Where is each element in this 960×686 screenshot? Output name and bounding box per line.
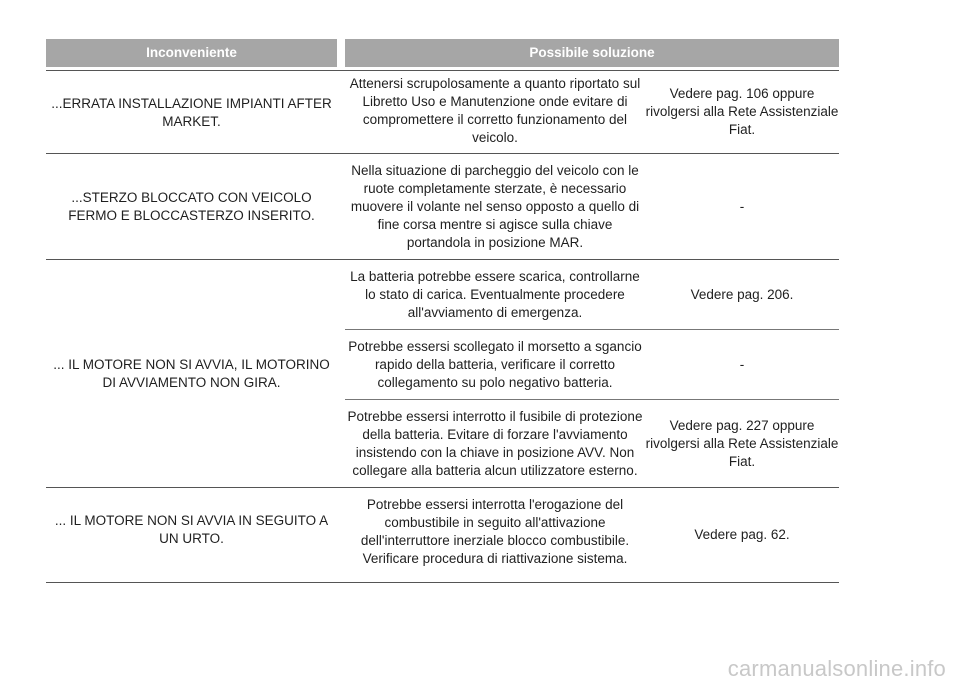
fix-text: Vedere pag. 62. [694, 527, 790, 542]
fix-text: - [739, 356, 745, 372]
fix-text: Vedere pag. 206. [690, 286, 794, 302]
solution-entry [345, 488, 839, 582]
cause-text: Potrebbe essersi interrotto il fusibile di protezione della batteria. Evitare di forzare l'avviamento insistendo con la chiave in posizione AVV. Non collegare alla batteria alcun utilizzatore esterno. [347, 409, 643, 478]
table-row [46, 260, 839, 488]
table-header [46, 39, 839, 67]
header-solution: Possibile soluzione [345, 39, 839, 67]
cause-text: Potrebbe essersi scollegato il morsetto a sgancio rapido della batteria, verificare il corretto collegamento su polo negativo batteria. [348, 339, 642, 390]
problem-text: ... IL MOTORE NON SI AVVIA IN SEGUITO A UN URTO. [54, 513, 329, 546]
fix-text: - [739, 198, 745, 214]
problem-text: ...ERRATA INSTALLAZIONE IMPIANTI AFTER MARKET. [51, 96, 332, 129]
troubleshooting-table [46, 39, 839, 583]
watermark: carmanualsonline.info [727, 656, 946, 681]
table-row [46, 154, 839, 260]
cause-text: La batteria potrebbe essere scarica, controllarne lo stato di carica. Eventualmente procedere all'avviamento di emergenza. [350, 269, 640, 320]
cause-text: Nella situazione di parcheggio del veicolo con le ruote completamente sterzate, è necessario muovere il volante nel senso opposto a quello di fine corsa mentre si agisce sulla chiave portandola in posizione MAR. [350, 163, 640, 250]
table-row [46, 70, 839, 154]
solution-entry [345, 399, 839, 487]
problem-text: ... IL MOTORE NON SI AVVIA, IL MOTORINO DI AVVIAMENTO NON GIRA. [53, 356, 330, 390]
table-row [46, 488, 839, 583]
problem-text: ...STERZO BLOCCATO CON VEICOLO FERMO E BLOCCASTERZO INSERITO. [68, 189, 315, 223]
solution-entry [345, 154, 839, 259]
solution-entry [345, 260, 839, 329]
solution-entry [345, 329, 839, 399]
header-problem: Inconveniente [46, 39, 337, 67]
cause-text: Potrebbe essersi interrotta l'erogazione del combustibile in seguito all'attivazione dell'interruttore inerziale blocco combustibile. Verificare procedura di riattivazione sistema. [360, 497, 630, 566]
fix-text: Vedere pag. 227 oppure rivolgersi alla Rete Assistenziale Fiat. [645, 417, 839, 469]
fix-text: Vedere pag. 106 oppure rivolgersi alla Rete Assistenziale Fiat. [645, 86, 839, 137]
solution-entry [345, 71, 839, 153]
cause-text: Attenersi scrupolosamente a quanto riportato sul Libretto Uso e Manutenzione onde evitare di compromettere il corretto funzionamento del veicolo. [349, 76, 641, 145]
